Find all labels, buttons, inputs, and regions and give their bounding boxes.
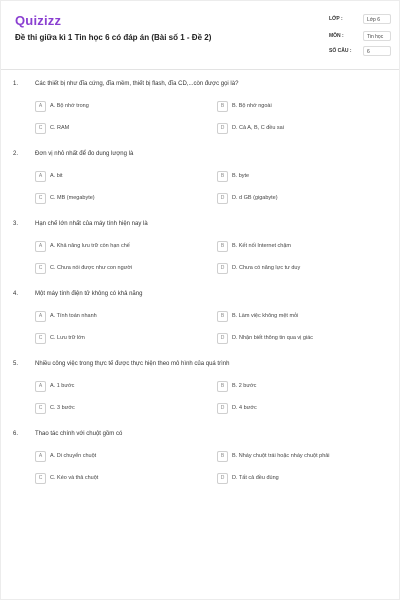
option-text: B. Kết nối Internet chậm [232,243,292,249]
option-text: C. Lưu trữ lớn [50,335,85,341]
option-text: D. Tất cả đều đúng [232,475,279,481]
option-text: A. 1 bước [50,383,75,389]
option-a[interactable] [35,451,205,465]
option-letter-badge: A [35,241,46,252]
option-letter-badge: D [217,263,228,274]
option-text: B. Làm việc không mệt mỏi [232,313,299,319]
option-letter-badge: C [35,473,46,484]
option-text: C. RAM [50,125,70,131]
option-text: A. Di chuyển chuột [50,453,97,459]
option-d[interactable] [217,263,387,277]
question-4 [1,291,399,361]
option-letter-badge: A [35,101,46,112]
option-letter-badge: C [35,403,46,414]
option-text: C. Chưa nói được như con người [50,265,133,271]
option-text: A. Bộ nhớ trong [50,103,89,109]
question-count-label: SỐ CÂU : [329,48,352,54]
question-5 [1,361,399,431]
question-3 [1,221,399,291]
option-letter-badge: C [35,193,46,204]
option-text: B. Bộ nhớ ngoài [232,103,272,109]
option-c[interactable] [35,473,205,487]
quizizz-logo: Quizizz [15,13,62,28]
worksheet-header [1,1,399,70]
question-number: 3. [13,221,19,227]
option-c[interactable] [35,263,205,277]
option-a[interactable] [35,381,205,395]
option-text: D. d GB (gigabyte) [232,195,278,201]
option-b[interactable] [217,101,387,115]
option-c[interactable] [35,403,205,417]
question-count-value: 6 [363,46,391,56]
question-count-field [329,45,391,59]
option-letter-badge: B [217,381,228,392]
question-text: Hạn chế lớn nhất của máy tính hiện nay là [35,221,148,227]
question-number: 5. [13,361,19,367]
option-text: B. byte [232,173,250,179]
subject-field [329,30,391,44]
option-c[interactable] [35,193,205,207]
option-letter-badge: D [217,193,228,204]
question-text: Đơn vị nhỏ nhất để đo dung lượng là [35,151,134,157]
option-c[interactable] [35,123,205,137]
option-d[interactable] [217,123,387,137]
option-a[interactable] [35,241,205,255]
option-letter-badge: D [217,123,228,134]
question-number: 6. [13,431,19,437]
option-text: A. Khả năng lưu trữ còn hạn chế [50,243,130,249]
option-text: D. Nhận biết thông tin qua vị giác [232,335,314,341]
class-label: LỚP : [329,16,343,22]
option-letter-badge: A [35,451,46,462]
option-text: C. MB (megabyte) [50,195,95,201]
option-d[interactable] [217,333,387,347]
option-c[interactable] [35,333,205,347]
option-a[interactable] [35,101,205,115]
question-number: 2. [13,151,19,157]
subject-label: MÔN : [329,33,344,39]
question-6 [1,431,399,501]
subject-value: Tin học [363,31,391,41]
option-letter-badge: A [35,311,46,322]
option-b[interactable] [217,241,387,255]
option-text: B. Nháy chuột trái hoặc nháy chuột phải [232,453,330,459]
question-text: Một máy tính điện tử không có khả năng [35,291,143,297]
option-letter-badge: A [35,171,46,182]
question-text: Nhiều công việc trong thực tế được thực hiện theo mô hình của quá trình [35,361,230,367]
option-text: C. Kéo và thả chuột [50,475,99,481]
option-b[interactable] [217,381,387,395]
option-letter-badge: C [35,333,46,344]
option-text: A. bit [50,173,63,179]
option-letter-badge: B [217,451,228,462]
option-letter-badge: D [217,333,228,344]
option-b[interactable] [217,451,387,465]
option-text: A. Tính toán nhanh [50,313,97,319]
option-text: C. 3 bước [50,405,75,411]
question-text: Các thiết bị như đĩa cứng, đĩa mềm, thiết bị flash, đĩa CD,...còn được gọi là? [35,81,239,87]
option-text: B. 2 bước [232,383,257,389]
option-letter-badge: B [217,241,228,252]
option-letter-badge: B [217,311,228,322]
option-d[interactable] [217,403,387,417]
option-text: D. 4 bước [232,405,257,411]
worksheet-title: Đề thi giữa kì 1 Tin học 6 có đáp án (Bài số 1 - Đề 2) [15,33,212,42]
option-letter-badge: C [35,123,46,134]
option-b[interactable] [217,171,387,185]
option-text: D. Cả A, B, C đều sai [232,125,284,131]
option-letter-badge: C [35,263,46,274]
option-letter-badge: B [217,101,228,112]
option-letter-badge: A [35,381,46,392]
option-letter-badge: D [217,403,228,414]
question-number: 1. [13,81,19,87]
option-text: D. Chưa có năng lực tư duy [232,265,301,271]
option-d[interactable] [217,473,387,487]
class-value: Lớp 6 [363,14,391,24]
question-1 [1,81,399,151]
option-a[interactable] [35,171,205,185]
question-number: 4. [13,291,19,297]
option-a[interactable] [35,311,205,325]
option-letter-badge: B [217,171,228,182]
question-2 [1,151,399,221]
class-field [329,13,391,27]
option-d[interactable] [217,193,387,207]
option-letter-badge: D [217,473,228,484]
question-text: Thao tác chính với chuột gồm có [35,431,123,437]
option-b[interactable] [217,311,387,325]
